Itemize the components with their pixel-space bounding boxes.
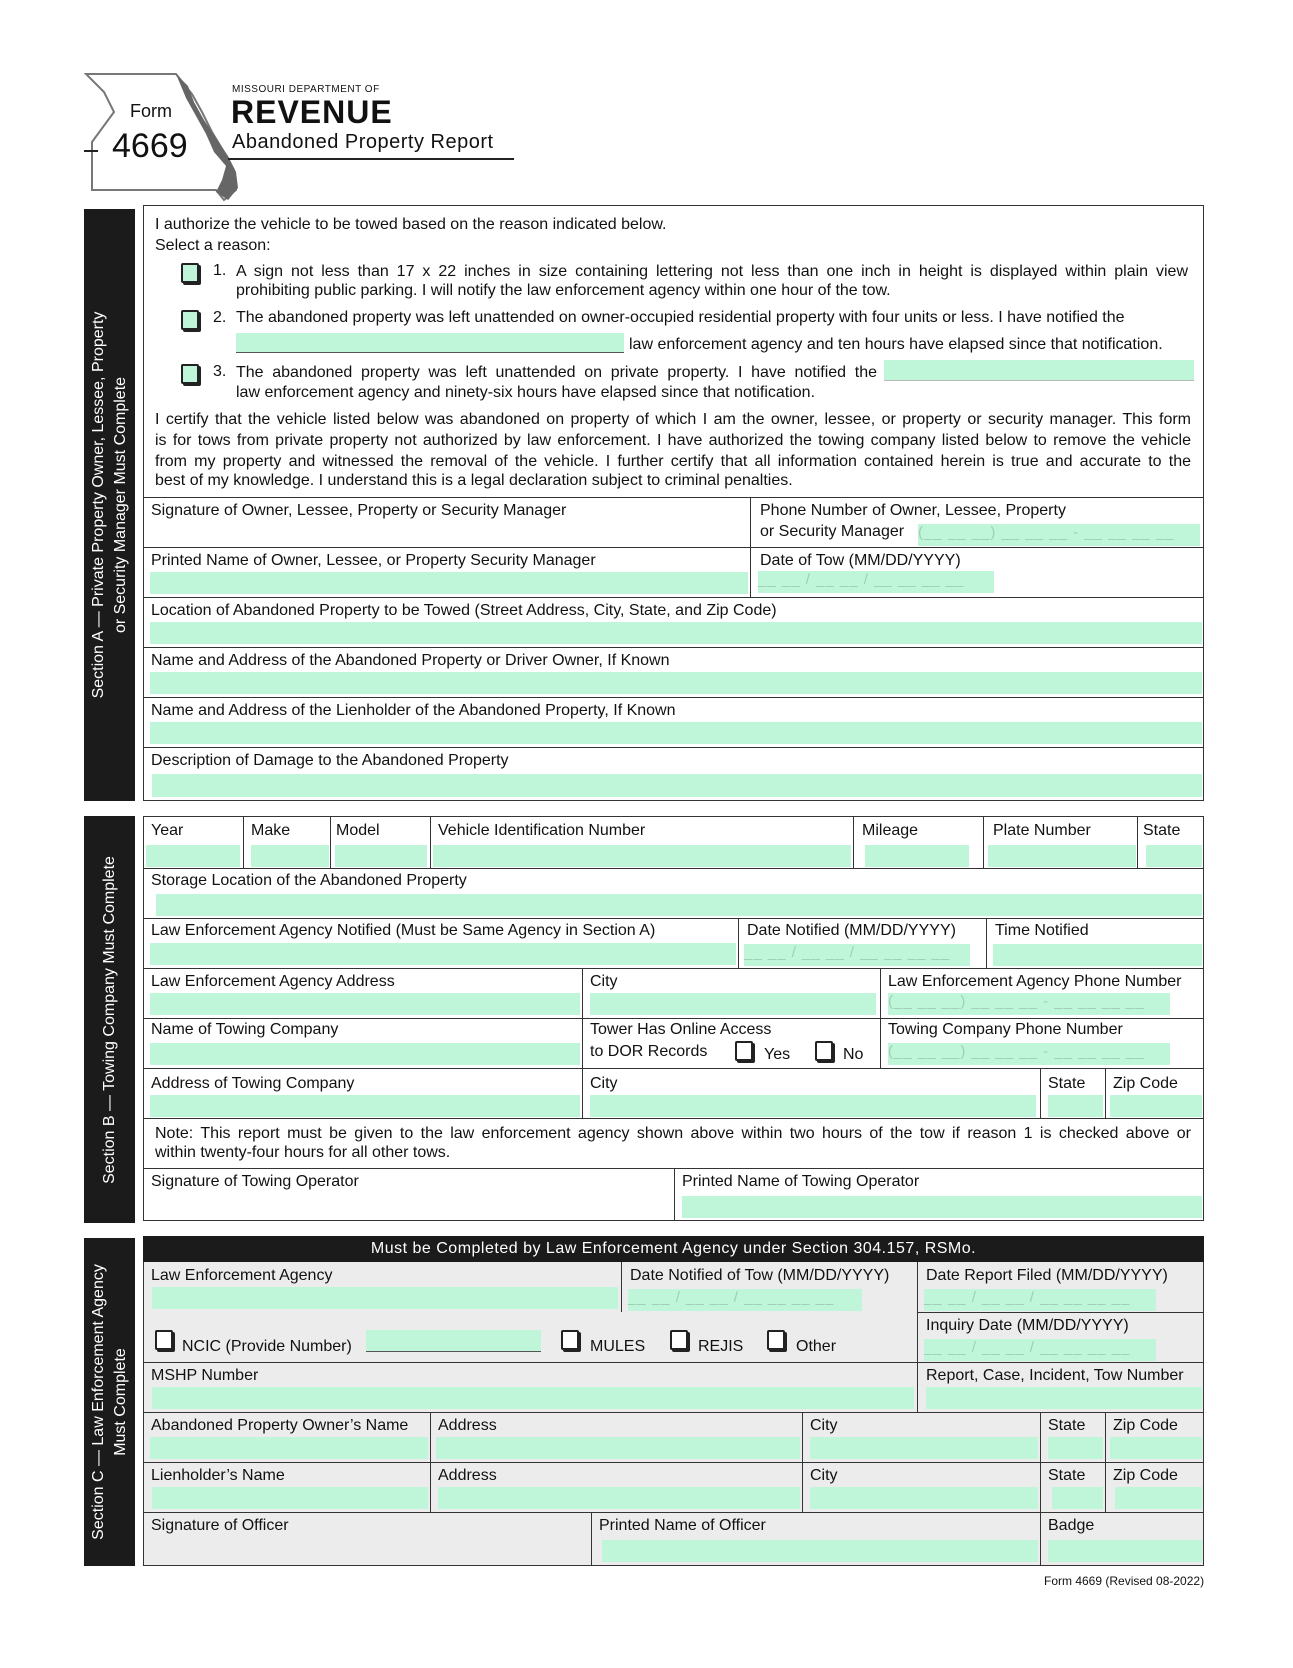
time-notified-label: Time Notified <box>995 922 1089 939</box>
footer-revision: Form 4669 (Revised 08-2022) <box>1044 1574 1205 1588</box>
owner-zip-input[interactable] <box>1110 1437 1202 1459</box>
mshp-label: MSHP Number <box>151 1367 259 1384</box>
reason-2-text-1: The abandoned property was left unattended on owner-occupied residential property with four units or less. I have notified the <box>236 309 1125 326</box>
section-c-sidebar <box>84 1238 135 1566</box>
reason-2-text-2: law enforcement agency and ten hours have elapsed since that notification. <box>629 336 1163 353</box>
plate-label: Plate Number <box>993 822 1091 839</box>
rejis-label: REJIS <box>698 1338 744 1355</box>
section-c-banner: Must be Completed by Law Enforcement Agency under Section 304.157, RSMo. <box>143 1236 1204 1262</box>
date-report-label: Date Report Filed (MM/DD/YYYY) <box>926 1267 1168 1284</box>
owner-state-input[interactable] <box>1048 1437 1103 1459</box>
year-input[interactable] <box>146 845 240 867</box>
damage-input[interactable] <box>152 774 1202 797</box>
owner-printed-name-label: Printed Name of Owner, Lessee, or Property Security Manager <box>151 552 596 569</box>
towing-name-label: Name of Towing Company <box>151 1021 339 1038</box>
lien-address-input[interactable] <box>438 1487 800 1509</box>
reason-3-number: 3. <box>213 363 227 380</box>
badge-label: Badge <box>1048 1517 1095 1534</box>
reason-1-number: 1. <box>213 262 227 279</box>
reason-1-checkbox[interactable] <box>181 263 199 283</box>
le-address-input[interactable] <box>150 993 580 1015</box>
towing-address-input[interactable] <box>150 1095 580 1117</box>
time-notified-input[interactable] <box>993 944 1202 966</box>
report-number-label: Report, Case, Incident, Tow Number <box>926 1367 1184 1384</box>
section-c-title-1: Section C — Law Enforcement Agency <box>89 1264 107 1540</box>
reason-3-text-2: law enforcement agency and ninety-six hours have elapsed since that notification. <box>236 384 816 401</box>
lien-name-input[interactable] <box>152 1487 428 1509</box>
location-input[interactable] <box>150 622 1202 644</box>
online-access-label-2: to DOR Records <box>590 1043 708 1060</box>
owner-city-input[interactable] <box>810 1437 1038 1459</box>
inquiry-date-label: Inquiry Date (MM/DD/YYYY) <box>926 1317 1129 1334</box>
towing-state-label: State <box>1048 1075 1086 1092</box>
le-address-label: Law Enforcement Agency Address <box>151 973 395 990</box>
lien-city-input[interactable] <box>810 1487 1038 1509</box>
mules-checkbox[interactable] <box>561 1330 579 1350</box>
lienholder-input[interactable] <box>150 722 1202 744</box>
reason-2-agency-input[interactable] <box>236 333 624 353</box>
form-word: Form <box>130 101 172 121</box>
certify-text-1: I certify that the vehicle listed below was abandoned on property of which I am the owner, lessee, or property or security manager. This form <box>155 411 1191 428</box>
date-notified-tow-label: Date Notified of Tow (MM/DD/YYYY) <box>630 1267 890 1284</box>
towing-printed-label: Printed Name of Towing Operator <box>682 1173 920 1190</box>
owner-signature-label: Signature of Owner, Lessee, Property or Security Manager <box>151 502 567 519</box>
owner-city-label: City <box>810 1417 838 1434</box>
section-a-sidebar <box>84 209 135 801</box>
date-report-input[interactable]: __ __ / __ __ / __ __ __ __ <box>924 1289 1156 1311</box>
ncic-label: NCIC (Provide Number) <box>182 1338 352 1355</box>
lien-name-label: Lienholder’s Name <box>151 1467 285 1484</box>
owner-zip-label: Zip Code <box>1113 1417 1178 1434</box>
year-label: Year <box>151 822 184 839</box>
section-b-sidebar: Section B — Towing Company Must Complete <box>84 816 135 1223</box>
reason-2-number: 2. <box>213 309 227 326</box>
online-no-label: No <box>843 1046 864 1063</box>
mules-label: MULES <box>590 1338 646 1355</box>
le-agency-label: Law Enforcement Agency <box>151 1267 333 1284</box>
lien-city-label: City <box>810 1467 838 1484</box>
le-notified-label: Law Enforcement Agency Notified (Must be Same Agency in Section A) <box>151 922 656 939</box>
lien-zip-input[interactable] <box>1115 1487 1202 1509</box>
owner-phone-label-2: or Security Manager <box>760 523 905 540</box>
towing-name-input[interactable] <box>150 1043 580 1065</box>
reason-1-text-1: A sign not less than 17 x 22 inches in size containing lettering not less than one inch in height is displayed within plain view <box>236 263 1188 280</box>
owner-phone-input[interactable]: (__ __ __) __ __ __ - __ __ __ __ <box>918 524 1200 546</box>
property-owner-input[interactable] <box>150 672 1202 694</box>
towing-state-input[interactable] <box>1048 1095 1103 1117</box>
note-text-2: within twenty-four hours for all other tows. <box>155 1144 451 1161</box>
officer-signature-field[interactable] <box>150 1537 586 1561</box>
reason-3-checkbox[interactable] <box>181 364 199 384</box>
le-city-label: City <box>590 973 618 990</box>
report-number-input[interactable] <box>926 1387 1202 1409</box>
model-input[interactable] <box>335 845 427 867</box>
rejis-checkbox[interactable] <box>670 1330 688 1350</box>
lienholder-label: Name and Address of the Lienholder of the Abandoned Property, If Known <box>151 702 676 719</box>
mshp-input[interactable] <box>152 1387 914 1409</box>
vin-input[interactable] <box>433 845 851 867</box>
section-a-title-1: Section A — Private Property Owner, Lessee, Property <box>89 311 107 699</box>
owner-address-input[interactable] <box>436 1437 800 1459</box>
online-yes-checkbox[interactable] <box>735 1041 753 1061</box>
towing-printed-input[interactable] <box>682 1196 1202 1218</box>
plate-input[interactable] <box>988 845 1136 867</box>
note-text-1: Note: This report must be given to the law enforcement agency shown above within two hours of the tow if reason 1 is checked above or <box>155 1125 1191 1142</box>
reason-3-agency-input[interactable] <box>884 360 1194 381</box>
le-phone-input[interactable]: (__ __ __) __ __ __ - __ __ __ __ <box>888 993 1170 1015</box>
state-label: State <box>1143 822 1181 839</box>
towing-signature-field[interactable] <box>150 1193 670 1217</box>
reason-1-text-2: prohibiting public parking. I will notify the law enforcement agency within one hour of the tow. <box>236 282 891 299</box>
online-no-checkbox[interactable] <box>815 1041 833 1061</box>
storage-label: Storage Location of the Abandoned Property <box>151 872 467 889</box>
lien-zip-label: Zip Code <box>1113 1467 1178 1484</box>
owner-name-input[interactable] <box>150 1437 428 1459</box>
other-label: Other <box>796 1338 837 1355</box>
certify-text-3: from my property and witnessed the removal of the vehicle. I further certify that all information contained herein is true and accurate to the <box>155 453 1191 470</box>
le-city-input[interactable] <box>590 993 876 1015</box>
certify-text-4: best of my knowledge. I understand this is a legal declaration subject to criminal penalties. <box>155 472 793 489</box>
section-a-title-2: or Security Manager Must Complete <box>111 376 129 634</box>
online-access-label-1: Tower Has Online Access <box>590 1021 772 1038</box>
authorize-text: I authorize the vehicle to be towed based on the reason indicated below. <box>155 216 667 233</box>
owner-address-label: Address <box>438 1417 497 1434</box>
revenue-logo: REVENUE <box>231 94 393 130</box>
officer-signature-label: Signature of Officer <box>151 1517 289 1534</box>
ncic-checkbox[interactable] <box>155 1330 173 1350</box>
towing-zip-label: Zip Code <box>1113 1075 1178 1092</box>
inquiry-date-input[interactable]: __ __ / __ __ / __ __ __ __ <box>924 1339 1156 1361</box>
towing-city-input[interactable] <box>590 1095 1036 1117</box>
towing-city-label: City <box>590 1075 618 1092</box>
officer-printed-label: Printed Name of Officer <box>599 1517 766 1534</box>
officer-printed-input[interactable] <box>602 1540 1038 1562</box>
towing-phone-label: Towing Company Phone Number <box>888 1021 1123 1038</box>
header-dash <box>84 150 98 152</box>
reason-3-text-1: The abandoned property was left unattended on private property. I have notified the <box>236 364 877 381</box>
property-owner-label: Name and Address of the Abandoned Property or Driver Owner, If Known <box>151 652 670 669</box>
vin-label: Vehicle Identification Number <box>438 822 646 839</box>
date-of-tow-label: Date of Tow (MM/DD/YYYY) <box>760 552 961 569</box>
towing-zip-input[interactable] <box>1110 1095 1202 1117</box>
lien-state-input[interactable] <box>1052 1487 1103 1509</box>
towing-address-label: Address of Towing Company <box>151 1075 355 1092</box>
date-notified-label: Date Notified (MM/DD/YYYY) <box>747 922 956 939</box>
make-input[interactable] <box>251 845 329 867</box>
towing-signature-label: Signature of Towing Operator <box>151 1173 359 1190</box>
section-c-title-2: Must Complete <box>111 1348 129 1456</box>
owner-printed-name-input[interactable] <box>150 572 748 594</box>
agency-name: MISSOURI DEPARTMENT OF <box>232 84 380 95</box>
mileage-label: Mileage <box>862 822 919 839</box>
lien-address-label: Address <box>438 1467 497 1484</box>
location-label: Location of Abandoned Property to be Towed (Street Address, City, State, and Zip Code) <box>151 602 777 619</box>
owner-signature-field[interactable] <box>144 523 750 547</box>
date-notified-input[interactable]: __ __ / __ __ / __ __ __ __ <box>744 944 970 966</box>
model-label: Model <box>336 822 380 839</box>
le-notified-input[interactable] <box>150 943 736 965</box>
online-yes-label: Yes <box>764 1046 791 1063</box>
select-reason-text: Select a reason: <box>155 237 271 254</box>
owner-state-label: State <box>1048 1417 1086 1434</box>
reason-2-checkbox[interactable] <box>181 310 199 330</box>
lien-state-label: State <box>1048 1467 1086 1484</box>
certify-text-2: is for tows from private property not authorized by law enforcement. I have authorized the towing company listed below to remove the vehicle <box>155 432 1191 449</box>
owner-phone-label-1: Phone Number of Owner, Lessee, Property <box>760 502 1066 519</box>
le-phone-label: Law Enforcement Agency Phone Number <box>888 973 1182 990</box>
form-number: 4669 <box>112 127 188 165</box>
make-label: Make <box>251 822 291 839</box>
title-underline <box>228 158 514 160</box>
date-of-tow-input[interactable]: __ __ / __ __ / __ __ __ __ <box>758 571 994 593</box>
badge-input[interactable] <box>1048 1540 1202 1562</box>
owner-name-label: Abandoned Property Owner’s Name <box>151 1417 409 1434</box>
other-checkbox[interactable] <box>767 1330 785 1350</box>
form-title: Abandoned Property Report <box>232 131 494 153</box>
date-notified-tow-input[interactable]: __ __ / __ __ / __ __ __ __ <box>628 1289 862 1311</box>
storage-input[interactable] <box>156 894 1202 916</box>
state-input[interactable] <box>1146 845 1202 867</box>
towing-phone-input[interactable]: (__ __ __) __ __ __ - __ __ __ __ <box>888 1043 1170 1065</box>
le-agency-input[interactable] <box>152 1287 618 1309</box>
ncic-input[interactable] <box>366 1330 541 1352</box>
damage-label: Description of Damage to the Abandoned Property <box>151 752 509 769</box>
mileage-input[interactable] <box>865 845 969 867</box>
